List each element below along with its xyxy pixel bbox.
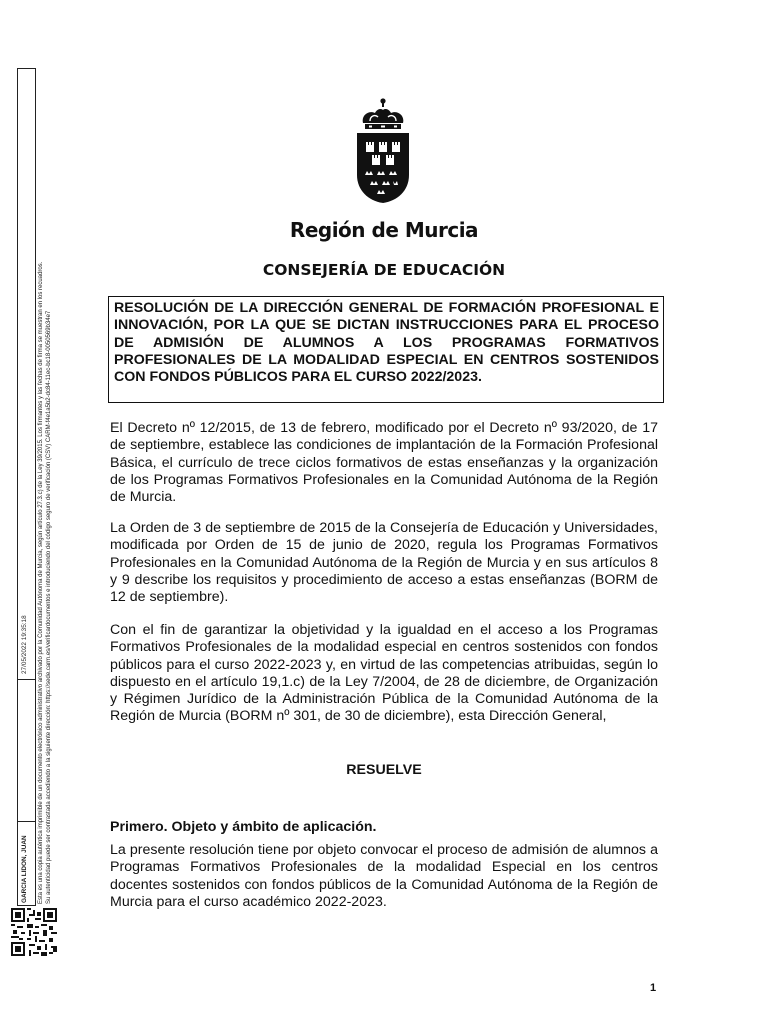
- resuelve-heading: RESUELVE: [346, 762, 422, 778]
- qr-code-icon: [11, 908, 57, 956]
- department-title: CONSEJERÍA DE EDUCACIÓN: [262, 261, 506, 279]
- resolution-title: RESOLUCIÓN DE LA DIRECCIÓN GENERAL DE FORMACIÓN PROFESIONAL E INNOVACIÓN, POR LA QUE SE DICTAN INSTRUCCIONES PARA EL PROCESO DE ADMISIÓN DE ALUMNOS A LOS PROGRAMAS FORMATIVOS PROFESIONALES DE LA MODALIDAD ESPECIAL EN CENTROS SOSTENIDOS CON FONDOS PÚBLICOS PARA EL CURSO 2022/2023.: [108, 296, 664, 403]
- legal-notice-1: Esta es una copia auténtica imprimible de un documento electrónico administrativo archivado por la Comunidad Autónoma de Murcia, según artículo 27.3.c) de la Ley 39/2015. Los firmantes y las fechas de firma se muestran en los recuadros.: [38, 261, 44, 904]
- signature-date: 27/05/2022 19:35:18: [21, 615, 28, 674]
- signer-name: GARCIA LIDON, JUAN: [21, 835, 28, 903]
- section-title: Primero. Objeto y ámbito de aplicación.: [110, 819, 377, 835]
- strip-divider: [18, 679, 35, 680]
- paragraph: La Orden de 3 de septiembre de 2015 de la Consejería de Educación y Universidades, modificada por Orden de 15 de junio de 2020, regula los Programas Formativos Profesionales en la Comunidad Autónoma de la Región de Murcia y en sus artículos 8 y 9 describe los requisitos y procedimiento de acceso a estas enseñanzas (BORM de 12 de septiembre).: [110, 520, 658, 606]
- strip-divider: [18, 821, 35, 822]
- paragraph: La presente resolución tiene por objeto convocar el proceso de admisión de alumnos a Programas Formativos Profesionales de la modalidad Especial en los centros docentes sostenidos con fondos públicos de la Comunidad Autónoma de la Región de Murcia para el curso académico 2022-2023.: [110, 842, 658, 910]
- region-title: Región de Murcia: [289, 218, 479, 242]
- region-emblem-icon: [355, 97, 411, 204]
- legal-notice-2: Su autenticidad puede ser contrastada accediendo a la siguiente dirección: https://sede.carm.es/verificardocumentos e introduciendo del código seguro de verificación (CSV) CARM-f4e1a5b2-dc84-11ec-bc18-0050569b34e7: [46, 310, 52, 904]
- paragraph: Con el fin de garantizar la objetividad y la igualdad en el acceso a los Programas Formativos Profesionales de la modalidad especial en centros sostenidos con fondos públicos para el curso 2022-2023 y, en virtud de las competencias atribuidas, según lo dispuesto en el artículo 19,1.c) de la Ley 7/2004, de 28 de diciembre, de Organización y Régimen Jurídico de la Administración Pública de la Comunidad Autónoma de la Región de Murcia (BORM nº 301, de 30 de diciembre), esta Dirección General,: [110, 622, 658, 725]
- paragraph: El Decreto nº 12/2015, de 13 de febrero, modificado por el Decreto nº 93/2020, de 17 de septiembre, establece las condiciones de implantación de la Formación Profesional Básica, el currículo de trece ciclos formativos de estas enseñanzas y la organización de los Programas Formativos Profesionales en la Comunidad Autónoma de la Región de Murcia.: [110, 420, 658, 506]
- page-number: 1: [650, 982, 657, 994]
- signature-strip: [17, 68, 36, 906]
